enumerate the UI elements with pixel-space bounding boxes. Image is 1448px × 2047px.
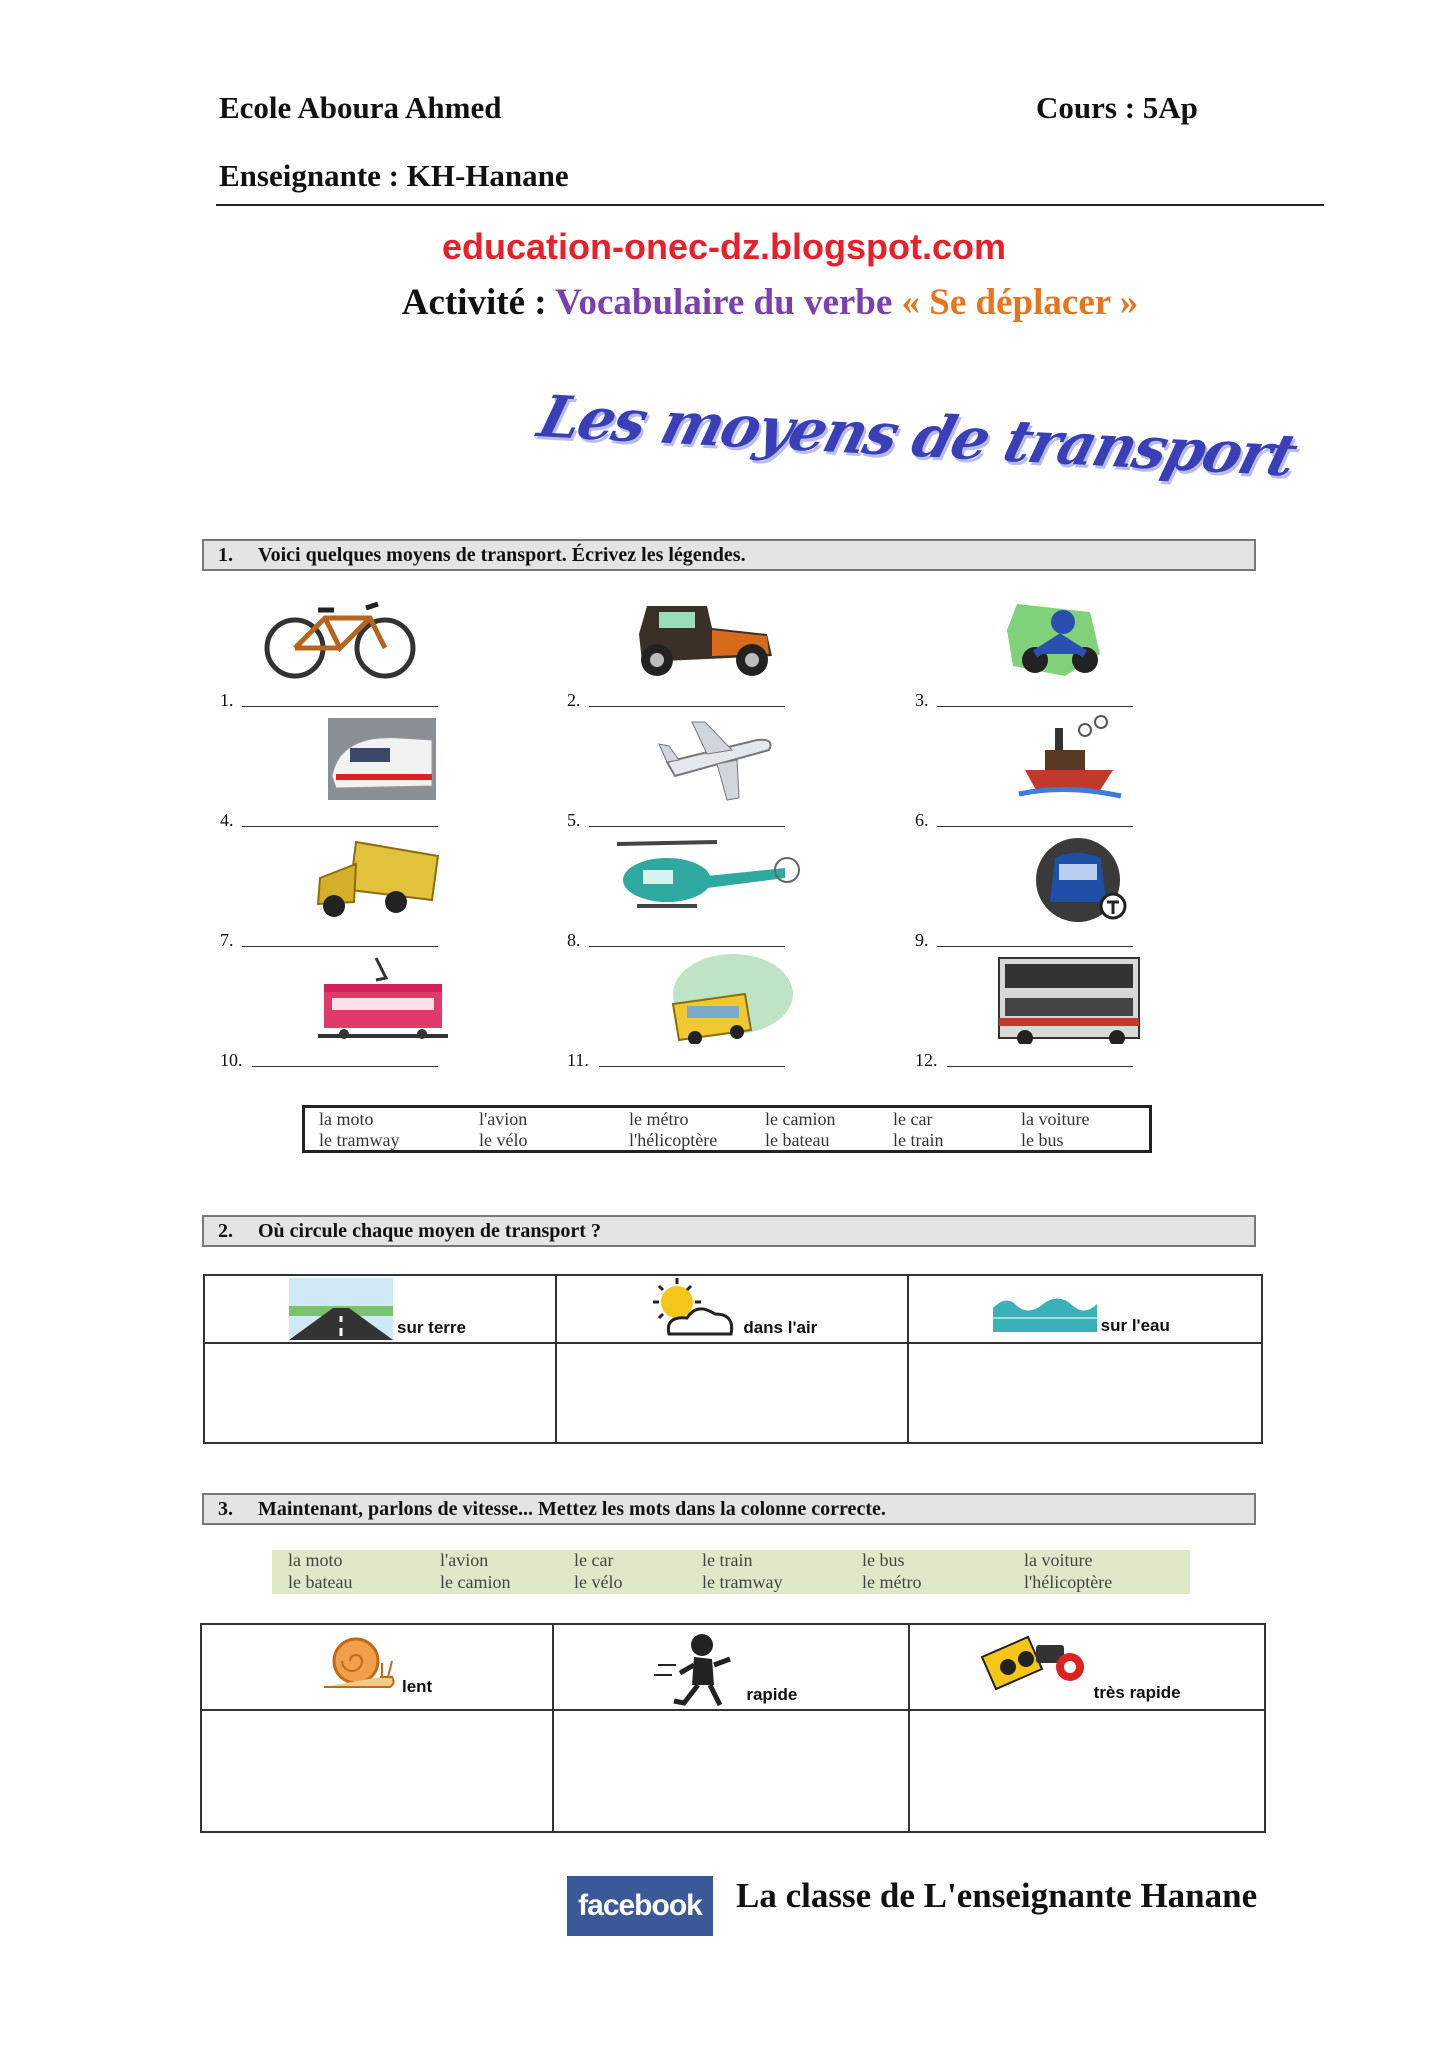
word: l'avion [479, 1109, 528, 1129]
transport-item [200, 954, 460, 1070]
answer-cell[interactable] [556, 1343, 907, 1443]
transport-item [547, 834, 807, 950]
word: le car [574, 1550, 614, 1570]
word: le tramway [702, 1572, 783, 1592]
column-header-land [204, 1275, 556, 1343]
column-label: très rapide [1093, 1683, 1181, 1702]
answer-line[interactable] [937, 946, 1133, 947]
item-number: 6. [915, 810, 929, 830]
answer-line[interactable] [937, 706, 1133, 707]
item-number: 11. [567, 1050, 589, 1070]
speed-race-icon [978, 1631, 1094, 1701]
column-header-fast [553, 1624, 908, 1710]
exercise-1-header [202, 539, 1256, 571]
column-label: lent [402, 1677, 433, 1696]
word: l'hélicoptère [1024, 1572, 1113, 1592]
answer-line[interactable] [242, 826, 438, 827]
exercise-2-number: 2. [218, 1220, 233, 1242]
answer-line[interactable] [242, 946, 438, 947]
word-bank-1 [302, 1105, 1152, 1153]
transport-item [200, 594, 460, 710]
word: le bus [862, 1550, 905, 1570]
item-number: 2. [567, 690, 581, 710]
item-number: 5. [567, 810, 581, 830]
teacher-name: Enseignante : KH-Hanane [219, 158, 569, 193]
answer-line[interactable] [947, 1066, 1133, 1067]
word: le car [893, 1109, 933, 1129]
transport-item [895, 714, 1155, 830]
motorbike-icon [895, 594, 1155, 684]
item-number: 1. [220, 690, 234, 710]
worksheet-title: Les moyens de transport [531, 382, 1303, 490]
column-header-water [908, 1275, 1262, 1343]
exercise-3-table [200, 1623, 1266, 1833]
word: la moto [288, 1550, 343, 1570]
exercise-3-number: 3. [218, 1498, 233, 1520]
exercise-3-header [202, 1493, 1256, 1525]
item-number: 3. [915, 690, 929, 710]
word: l'hélicoptère [629, 1130, 718, 1150]
transport-item [547, 594, 807, 710]
facebook-logo[interactable]: facebook [567, 1876, 713, 1936]
exercise-1-number: 1. [218, 544, 233, 566]
transport-item [895, 954, 1155, 1070]
airplane-icon [547, 714, 807, 804]
transport-item [200, 834, 460, 950]
word: le vélo [574, 1572, 623, 1592]
train-icon [200, 714, 460, 804]
word: le métro [629, 1109, 689, 1129]
column-label: sur terre [397, 1318, 466, 1337]
coach-icon [547, 954, 807, 1044]
course-level: Cours : 5Ap [1036, 90, 1198, 125]
car-icon [547, 594, 807, 684]
column-header-very-fast [909, 1624, 1265, 1710]
activity-verb: « Se déplacer » [901, 282, 1139, 323]
answer-cell[interactable] [909, 1710, 1265, 1832]
item-number: 7. [220, 930, 234, 950]
item-number: 8. [567, 930, 581, 950]
column-header-slow [201, 1624, 553, 1710]
activity-label: Activité : [401, 282, 547, 323]
helicopter-icon [547, 834, 807, 924]
word: l'avion [440, 1550, 489, 1570]
activity-topic: Vocabulaire du verbe [555, 282, 893, 323]
column-label: dans l'air [743, 1318, 818, 1337]
exercise-3-instruction: Maintenant, parlons de vitesse... Mettez les mots dans la colonne correcte. [258, 1498, 886, 1520]
sun-cloud-icon [639, 1278, 739, 1340]
word: le métro [862, 1572, 922, 1592]
item-number: 12. [915, 1050, 938, 1070]
word: le train [702, 1550, 753, 1570]
word: le vélo [479, 1130, 528, 1150]
answer-cell[interactable] [204, 1343, 556, 1443]
word: le tramway [319, 1130, 400, 1150]
word-bank-2 [272, 1550, 1190, 1594]
transport-item [895, 834, 1155, 950]
transport-item [547, 714, 807, 830]
item-number: 9. [915, 930, 929, 950]
item-number: 4. [220, 810, 234, 830]
word: le bus [1021, 1130, 1064, 1150]
item-number: 10. [220, 1050, 243, 1070]
boat-icon [895, 714, 1155, 804]
answer-cell[interactable] [908, 1343, 1262, 1443]
school-name: Ecole Aboura Ahmed [219, 90, 502, 125]
website-link[interactable]: education-onec-dz.blogspot.com [442, 226, 1006, 267]
word: le bateau [765, 1130, 830, 1150]
truck-icon [200, 834, 460, 924]
word: la voiture [1021, 1109, 1090, 1129]
answer-line[interactable] [599, 1066, 785, 1067]
answer-cell[interactable] [553, 1710, 908, 1832]
road-icon [289, 1278, 393, 1340]
answer-line[interactable] [589, 946, 785, 947]
transport-item [547, 954, 807, 1070]
answer-cell[interactable] [201, 1710, 553, 1832]
header-divider [216, 204, 1324, 206]
bicycle-icon [200, 594, 460, 684]
exercise-1-instruction: Voici quelques moyens de transport. Écrivez les légendes. [258, 544, 746, 566]
exercise-2-header [202, 1215, 1256, 1247]
answer-line[interactable] [937, 826, 1133, 827]
answer-line[interactable] [242, 706, 438, 707]
word: le camion [440, 1572, 511, 1592]
footer-page-name: La classe de L'enseignante Hanane [736, 1876, 1258, 1915]
bus-icon [895, 954, 1155, 1044]
snail-icon [318, 1631, 398, 1697]
word: le bateau [288, 1572, 353, 1592]
answer-line[interactable] [589, 826, 785, 827]
water-icon [993, 1288, 1097, 1332]
activity-title [0, 281, 1448, 324]
column-label: rapide [746, 1685, 798, 1704]
transport-item [895, 594, 1155, 710]
metro-icon [895, 834, 1155, 924]
runner-icon [654, 1631, 738, 1709]
transport-item [200, 714, 460, 830]
answer-line[interactable] [589, 706, 785, 707]
word: le camion [765, 1109, 836, 1129]
word: la voiture [1024, 1550, 1093, 1570]
column-label: sur l'eau [1100, 1316, 1170, 1335]
word: le train [893, 1130, 944, 1150]
exercise-2-table [203, 1274, 1263, 1444]
exercise-2-instruction: Où circule chaque moyen de transport ? [258, 1220, 601, 1242]
word: la moto [319, 1109, 374, 1129]
answer-line[interactable] [252, 1066, 438, 1067]
column-header-air [556, 1275, 907, 1343]
tram-icon [200, 954, 460, 1044]
